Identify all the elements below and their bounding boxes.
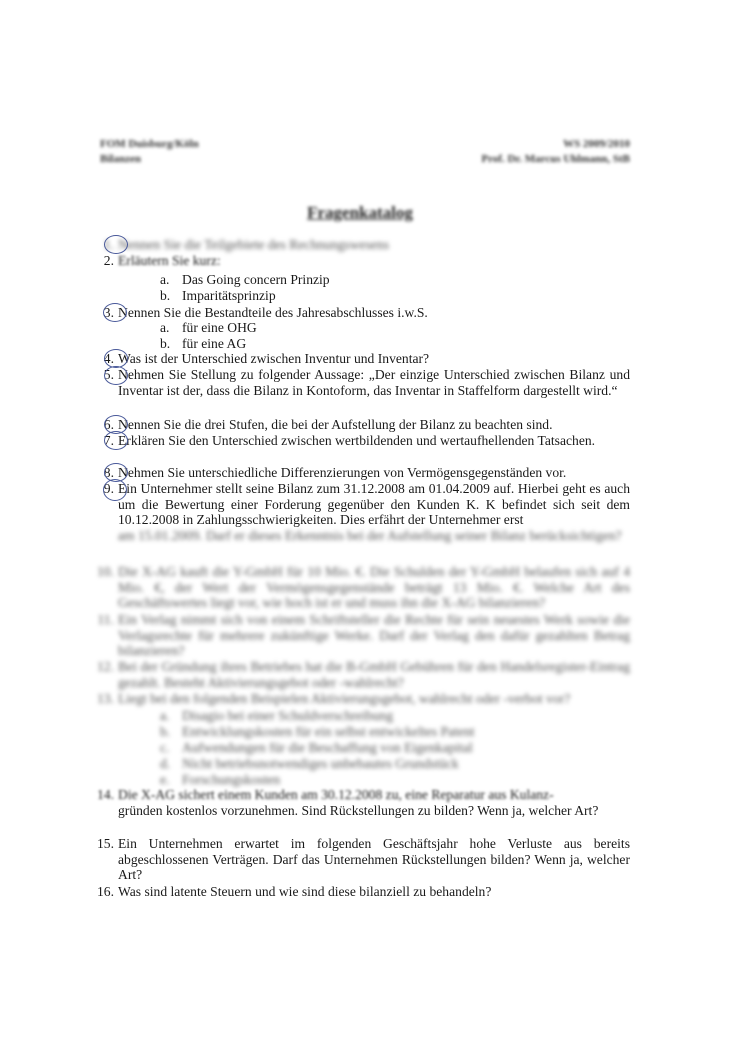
hand-circle-7 [104,431,128,450]
question-11: 11. Ein Verlag nimmt sich von einem Schriftsteller die Rechte für sein neuestes Werk sowie die Verlagsrechte für mehrere zukünftige Werke. Darf der Verlag den dafür gezahlten Betrag bilanzieren? [97,612,630,659]
question-3-item-a: a. für eine OHG [160,320,257,335]
question-2-item-b: b. Imparitätsprinzip [160,288,276,303]
question-13: 13. Liegt bei den folgenden Beispielen Aktivierungsgebot, wahlrecht oder -verbot vor? [97,691,571,706]
hand-circle-1 [104,235,128,254]
question-15: 15. Ein Unternehmen erwartet im folgenden Geschäftsjahr hohe Verluste aus bereits abgeschlossenen Verträgen. Darf das Unternehmen Rückstellungen bilden? Wenn ja, welcher Art? [97,836,630,883]
question-5: 5. Nehmen Sie Stellung zu folgender Aussage: „Der einzige Unterschied zwischen Bilanz und Inventar ist der, dass die Bilanz in Kontoform, das Inventar in Staffelform dargestellt wird.“ [103,367,630,398]
question-13-item-b: b. Entwicklungskosten für ein selbst entwickeltes Patent [160,724,475,739]
question-2-item-a: a. Das Going concern Prinzip [160,272,330,287]
hand-circle-9 [103,479,127,501]
question-14: 14. Die X-AG sichert einem Kunden am 30.12.2008 zu, eine Reparatur aus Kulanz- gründen kostenlos vorzunehmen. Sind Rückstellungen zu bilden? Wenn ja, welcher Art? [97,787,599,818]
question-6: 6. Nennen Sie die drei Stufen, die bei der Aufstellung der Bilanz zu beachten sind. [103,417,553,432]
question-13-item-a: a. Disagio bei einer Schuldverschreibung [160,708,394,723]
question-3: 3. Nennen Sie die Bestandteile des Jahresabschlusses i.w.S. [103,305,428,320]
question-4: 4. Was ist der Unterschied zwischen Inventur und Inventar? [103,351,430,366]
question-13-item-c: c. Aufwendungen für die Beschaffung von Eigenkapital [160,740,473,755]
hand-circle-5 [104,366,128,385]
question-1: 1. Nennen Sie die Teilgebiete des Rechnungswesens [103,237,389,252]
question-3-item-b: b. für eine AG [160,336,247,351]
question-12: 12. Bei der Gründung ihres Betriebes hat die B-GmbH Gebühren für den Handelsregister-Eintrag gezahlt. Besteht Aktivierungsgebot oder -wahlrecht? [97,659,630,690]
institution: FOM Duisburg/Köln [100,138,199,150]
question-13-item-d: d. Nicht betriebsnotwendiges unbebautes Grundstück [160,756,459,771]
page-title: Fragenkatalog [307,203,413,222]
header-right [481,137,630,167]
question-10: 10. Die X-AG kauft die Y-GmbH für 10 Mio. €. Die Schulden der Y-GmbH belaufen sich auf 4 Mio. €, der Wert der Vermögensgegenstände beträgt 13 Mio. €. Welche Art des Geschäftswertes liegt vor, wie hoch ist er und muss ihn die X-AG bilanzieren? [97,564,630,611]
question-9: 9. Ein Unternehmer stellt seine Bilanz zum 31.12.2008 am 01.04.2009 auf. Hierbei geht es auch um die Bewertung einer Forderung gegenüber den Kunden K. K befindet sich seit dem 10.12.2008 in Zahlungsschwierigkeiten. Dies erfährt der Unternehmer erst am 15.01.2009. Darf er dieses Erkenntnis bei der Aufstellung seiner Bilanz berücksichtigen? [103,481,630,543]
course-name: Bilanzen [100,153,141,165]
question-2: 2. Erläutern Sie kurz: [103,253,221,268]
question-13-item-e: e. Forschungskosten [160,772,281,787]
semester: WS 2009/2010 [563,138,630,150]
question-16: 16. Was sind latente Steuern und wie sind diese bilanziell zu behandeln? [97,884,492,899]
professor: Prof. Dr. Marcus Uhlmann, StB [481,153,630,165]
hand-circle-3 [103,303,127,322]
question-7: 7. Erklären Sie den Unterschied zwischen wertbildenden und wertaufhellenden Tatsachen. [103,433,596,448]
header-left [100,137,199,167]
question-8: 8. Nehmen Sie unterschiedliche Differenzierungen von Vermögensgegenständen vor. [103,465,567,480]
